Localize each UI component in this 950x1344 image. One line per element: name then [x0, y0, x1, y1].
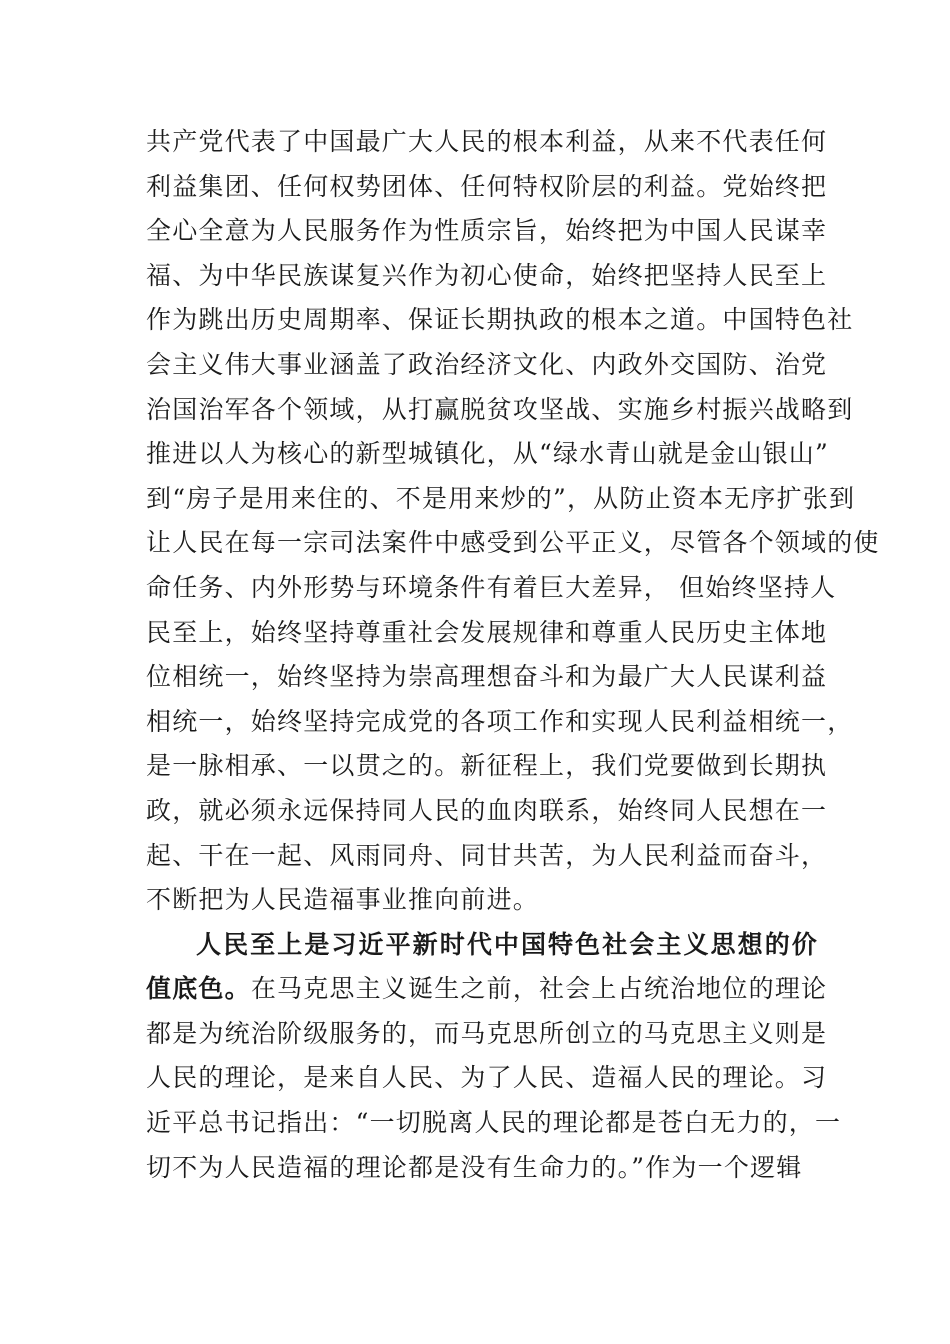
text-line: 民至上，始终坚持尊重社会发展规律和尊重人民历史主体地 [146, 617, 828, 647]
text-line: 不断把为人民造福事业推向前进。 [146, 885, 540, 915]
section-heading-end: 值底色。 [146, 974, 251, 1004]
text-line: 全心全意为人民服务作为性质宗旨，始终把为中国人民谋幸 [146, 216, 828, 246]
text-line: 起、干在一起、风雨同舟、同甘共苦，为人民利益而奋斗， [146, 840, 828, 870]
text-line: 作为跳出历史周期率、保证长期执政的根本之道。中国特色社 [146, 305, 854, 335]
text-line: 会主义伟大事业涵盖了政治经济文化、内政外交国防、治党 [146, 349, 828, 379]
text-line: 福、为中华民族谋复兴作为初心使命，始终把坚持人民至上 [146, 260, 828, 290]
text-line: 治国治军各个领域，从打赢脱贫攻坚战、实施乡村振兴战略到 [146, 394, 854, 424]
text-line: 相统一，始终坚持完成党的各项工作和实现人民利益相统一， [146, 706, 854, 736]
text-line: 推进以人为核心的新型城镇化，从“绿水青山就是金山银山” [146, 439, 829, 469]
text-line: 近平总书记指出：“一切脱离人民的理论都是苍白无力的，一 [146, 1108, 842, 1138]
text-line: 命任务、内外形势与环境条件有着巨大差异， 但始终坚持人 [146, 572, 837, 602]
text-line: 是一脉相承、一以贯之的。新征程上，我们党要做到长期执 [146, 751, 828, 781]
body-text [146, 120, 880, 1190]
text-line: 让人民在每一宗司法案件中感受到公平正义，尽管各个领域的使 [146, 528, 880, 558]
text-line: 人民的理论，是来自人民、为了人民、造福人民的理论。习 [146, 1063, 828, 1093]
text-line: 都是为统治阶级服务的，而马克思所创立的马克思主义则是 [146, 1018, 828, 1048]
text-line [146, 967, 828, 1012]
section-heading: 人民至上是习近平新时代中国特色社会主义思想的价 [196, 929, 818, 959]
text-span: 在马克思主义诞生之前，社会上占统治地位的理论 [250, 974, 828, 1004]
text-line: 到“房子是用来住的、不是用来炒的”，从防止资本无序扩张到 [146, 483, 856, 513]
text-line: 切不为人民造福的理论都是没有生命力的。”作为一个逻辑 [146, 1152, 803, 1182]
text-line: 利益集团、任何权势团体、任何特权阶层的利益。党始终把 [146, 171, 828, 201]
text-line: 政，就必须永远保持同人民的血肉联系，始终同人民想在一 [146, 795, 828, 825]
text-line: 位相统一，始终坚持为崇高理想奋斗和为最广大人民谋利益 [146, 662, 828, 692]
text-line: 共产党代表了中国最广大人民的根本利益，从来不代表任何 [146, 127, 828, 156]
